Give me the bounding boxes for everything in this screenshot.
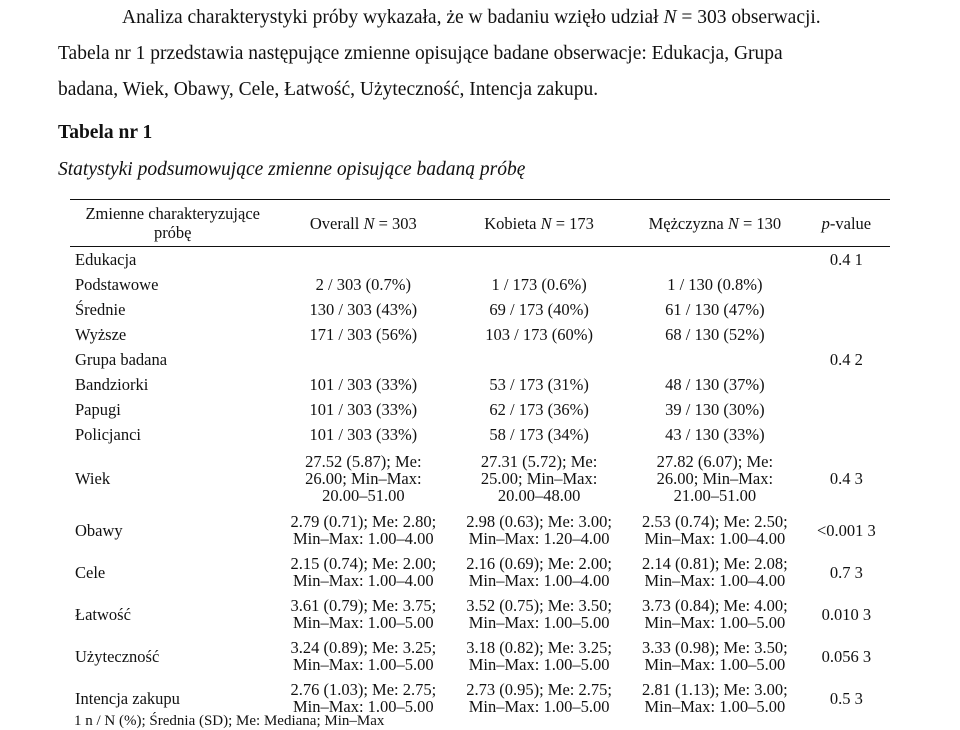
intro-line-1: Analiza charakterystyki próby wykazała, że w badaniu wzięło udział N = 303 obserwacji. [122, 7, 821, 28]
row-label: Wiek [75, 468, 111, 488]
table-row [70, 247, 890, 273]
cell-overall: 2.15 (0.74); Me: 2.00; Min–Max: 1.00–4.00 [290, 554, 437, 590]
cell-male: 2.53 (0.74); Me: 2.50; Min–Max: 1.00–4.00 [641, 512, 788, 548]
table-heading: Tabela nr 1 [58, 122, 153, 143]
cell-female: 2.98 (0.63); Me: 3.00; Min–Max: 1.20–4.00 [466, 512, 612, 548]
cell-male: 61 / 130 (47%) [665, 300, 765, 319]
cell-p-value: 0.4 1 [829, 250, 863, 269]
row-label: Papugi [75, 400, 121, 419]
table-header-row [70, 200, 890, 247]
table-row [70, 322, 890, 347]
row-label: Bandziorki [75, 375, 149, 394]
cell-overall: 3.24 (0.89); Me: 3.25; Min–Max: 1.00–5.00 [290, 638, 437, 674]
cell-overall: 101 / 303 (33%) [309, 400, 418, 419]
cell-female [451, 247, 627, 273]
table-row [70, 372, 890, 397]
cell-male: 68 / 130 (52%) [665, 325, 765, 344]
cell-p-value: 0.010 3 [821, 604, 872, 624]
cell-overall: 27.52 (5.87); Me: 26.00; Min–Max: 20.00–51.00 [305, 451, 422, 505]
table-row [70, 593, 890, 635]
cell-male: 3.73 (0.84); Me: 4.00; Min–Max: 1.00–5.00 [641, 596, 788, 632]
cell-p-value [803, 272, 890, 297]
cell-p-value [803, 422, 890, 447]
table-row [70, 297, 890, 322]
cell-p-value: <0.001 3 [816, 520, 876, 540]
cell-p-value: 0.7 3 [829, 562, 863, 582]
row-label: Grupa badana [75, 350, 168, 369]
table-caption: Statystyki podsumowujące zmienne opisujące badaną próbę [58, 159, 526, 180]
cell-male: 2.81 (1.13); Me: 3.00; Min–Max: 1.00–5.00 [641, 680, 788, 716]
row-label: Średnie [75, 300, 126, 319]
cell-overall: 101 / 303 (33%) [309, 425, 418, 444]
cell-female: 27.31 (5.72); Me: 25.00; Min–Max: 20.00–48.00 [480, 451, 598, 505]
cell-female: 1 / 173 (0.6%) [491, 275, 587, 294]
table-row [70, 551, 890, 593]
intro-line-3: badana, Wiek, Obawy, Cele, Łatwość, Użyteczność, Intencja zakupu. [58, 79, 599, 100]
header-p-value: p-value [803, 200, 890, 247]
intro-paragraph [58, 0, 918, 108]
table-row [70, 447, 890, 509]
cell-overall: 3.61 (0.79); Me: 3.75; Min–Max: 1.00–5.00 [290, 596, 437, 632]
table-row [70, 509, 890, 551]
cell-p-value [803, 322, 890, 347]
cell-overall: 130 / 303 (43%) [309, 300, 418, 319]
table-row [70, 422, 890, 447]
header-female: Kobieta N = 173 [451, 200, 627, 247]
row-label: Wyższe [75, 325, 127, 344]
row-label: Łatwość [75, 604, 131, 624]
row-label: Policjanci [75, 425, 141, 444]
header-overall: Overall N = 303 [275, 200, 451, 247]
table-row [70, 635, 890, 677]
cell-male: 39 / 130 (30%) [665, 400, 765, 419]
cell-female: 3.52 (0.75); Me: 3.50; Min–Max: 1.00–5.00 [466, 596, 612, 632]
cell-male: 2.14 (0.81); Me: 2.08; Min–Max: 1.00–4.00 [641, 554, 788, 590]
header-male: Mężczyzna N = 130 [627, 200, 803, 247]
table-row [70, 272, 890, 297]
cell-male: 1 / 130 (0.8%) [667, 275, 763, 294]
cell-overall: 2 / 303 (0.7%) [315, 275, 411, 294]
table-row [70, 397, 890, 422]
cell-female: 69 / 173 (40%) [489, 300, 589, 319]
cell-male [627, 347, 803, 372]
cell-overall: 101 / 303 (33%) [309, 375, 418, 394]
cell-female: 2.73 (0.95); Me: 2.75; Min–Max: 1.00–5.00 [466, 680, 612, 716]
cell-p-value [803, 372, 890, 397]
cell-female: 103 / 173 (60%) [485, 325, 593, 344]
cell-female: 3.18 (0.82); Me: 3.25; Min–Max: 1.00–5.00 [466, 638, 612, 674]
row-label: Podstawowe [75, 275, 159, 294]
cell-p-value: 0.4 2 [829, 350, 863, 369]
cell-male [627, 247, 803, 273]
row-label: Obawy [75, 520, 123, 540]
cell-male: 48 / 130 (37%) [665, 375, 765, 394]
cell-male: 27.82 (6.07); Me: 26.00; Min–Max: 21.00–51.00 [656, 451, 774, 505]
cell-p-value: 0.5 3 [829, 688, 863, 708]
cell-overall: 2.76 (1.03); Me: 2.75; Min–Max: 1.00–5.00 [290, 680, 437, 716]
cell-female: 53 / 173 (31%) [489, 375, 589, 394]
summary-table [70, 199, 890, 719]
cell-female: 58 / 173 (34%) [489, 425, 589, 444]
cell-overall: 2.79 (0.71); Me: 2.80; Min–Max: 1.00–4.00 [290, 512, 437, 548]
row-label: Edukacja [75, 250, 137, 269]
cell-female: 62 / 173 (36%) [489, 400, 589, 419]
cell-female: 2.16 (0.69); Me: 2.00; Min–Max: 1.00–4.00 [466, 554, 612, 590]
header-variable: Zmienne charakteryzujące próbę [70, 200, 275, 247]
cell-overall: 171 / 303 (56%) [309, 325, 418, 344]
cell-p-value [803, 397, 890, 422]
table-footnote: 1 n / N (%); Średnia (SD); Me: Mediana; Min–Max [74, 713, 385, 729]
row-label: Cele [75, 562, 106, 582]
table-body [70, 247, 890, 720]
intro-line-2: Tabela nr 1 przedstawia następujące zmienne opisujące badane obserwacje: Edukacja, Grupa [58, 43, 783, 64]
cell-male: 43 / 130 (33%) [665, 425, 765, 444]
cell-p-value: 0.056 3 [821, 646, 872, 666]
cell-male: 3.33 (0.98); Me: 3.50; Min–Max: 1.00–5.00 [641, 638, 788, 674]
cell-female [451, 347, 627, 372]
table-row [70, 347, 890, 372]
cell-overall [275, 247, 451, 273]
row-label: Intencja zakupu [75, 688, 180, 708]
cell-overall [275, 347, 451, 372]
cell-p-value [803, 297, 890, 322]
row-label: Użyteczność [75, 646, 160, 666]
cell-p-value: 0.4 3 [829, 468, 863, 488]
